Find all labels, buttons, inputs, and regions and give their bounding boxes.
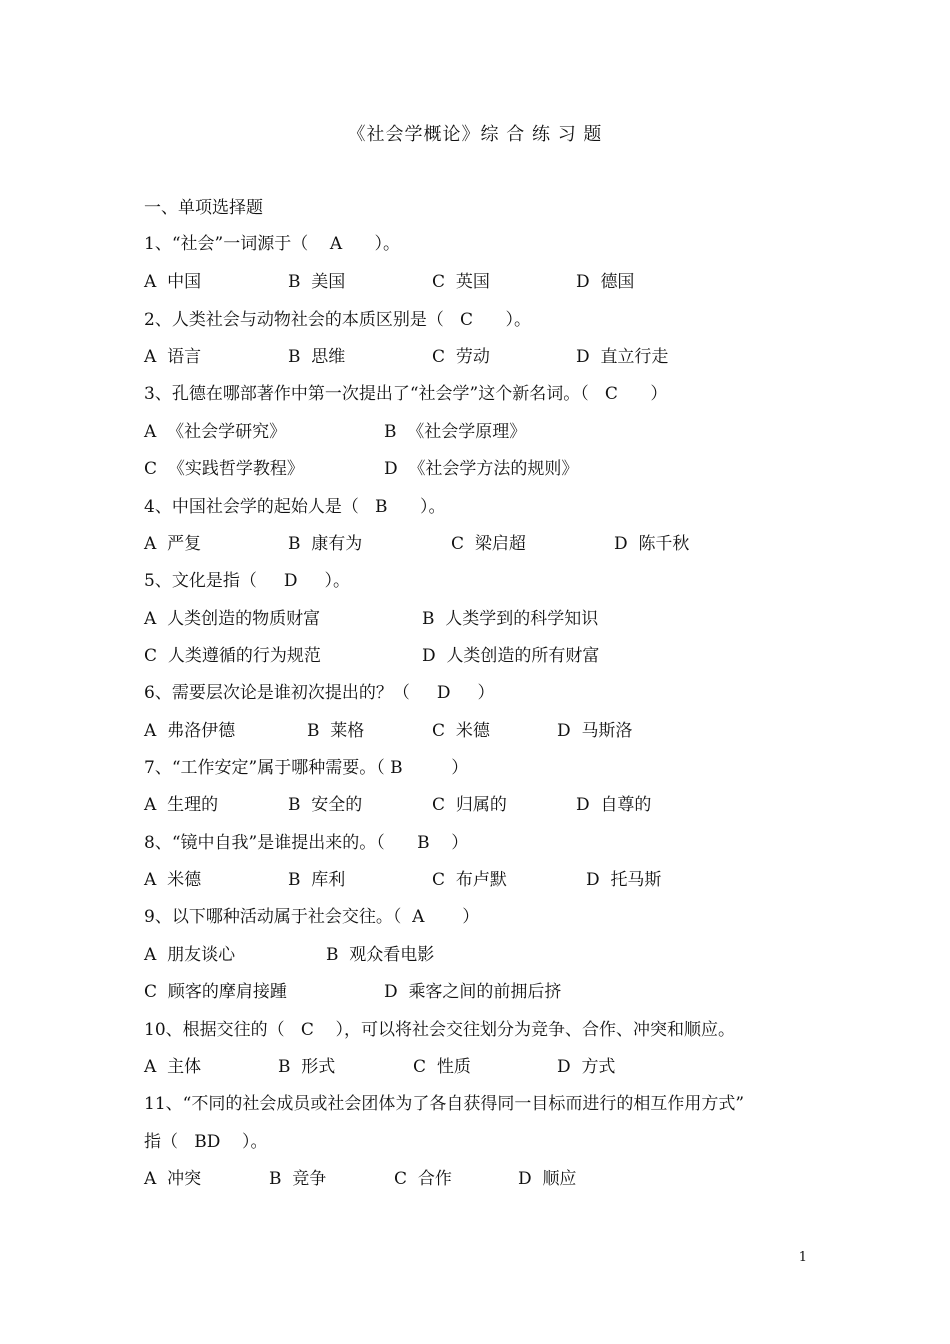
question-7: 7、“工作安定”属于哪种需要。（ B ） — [144, 758, 469, 778]
q5-option-c: C 人类遵循的行为规范 — [144, 646, 321, 666]
q8-option-d: D 托马斯 — [586, 870, 662, 890]
question-1: 1、“社会”一词源于（ A ）。 — [144, 234, 401, 254]
q2-option-d: D 直立行走 — [576, 347, 669, 367]
q4-option-c: C 梁启超 — [451, 534, 526, 554]
q10-option-b: B 形式 — [278, 1057, 336, 1077]
q10-option-d: D 方式 — [557, 1057, 616, 1077]
question-3: 3、孔德在哪部著作中第一次提出了“社会学”这个新名词。（ C ） — [144, 384, 668, 404]
q8-option-a: A 米德 — [144, 870, 202, 890]
q1-option-d: D 德国 — [576, 272, 635, 292]
q3-option-a: A 《社会学研究》 — [144, 422, 287, 442]
q10-option-c: C 性质 — [413, 1057, 471, 1077]
q2-option-b: B 思维 — [288, 347, 346, 367]
q3-option-d: D 《社会学方法的规则》 — [384, 459, 579, 479]
q4-option-a: A 严复 — [144, 534, 202, 554]
q5-option-b: B 人类学到的科学知识 — [422, 609, 599, 629]
q1-option-b: B 美国 — [288, 272, 346, 292]
q11-option-d: D 顺应 — [518, 1169, 577, 1189]
q8-option-b: B 库利 — [288, 870, 346, 890]
q4-option-d: D 陈千秋 — [614, 534, 690, 554]
question-6: 6、需要层次论是谁初次提出的？（ D ） — [144, 683, 495, 703]
q5-option-d: D 人类创造的所有财富 — [422, 646, 600, 666]
q3-option-c: C 《实践哲学教程》 — [144, 459, 304, 479]
question-11-continued: 指（ BD ）。 — [144, 1132, 268, 1152]
q1-option-c: C 英国 — [432, 272, 490, 292]
q2-option-c: C 劳动 — [432, 347, 490, 367]
question-2: 2、人类社会与动物社会的本质区别是（ C ）。 — [144, 310, 531, 330]
q6-option-a: A 弗洛伊德 — [144, 721, 236, 741]
q7-option-c: C 归属的 — [432, 795, 507, 815]
question-4: 4、中国社会学的起始人是（ B ）。 — [144, 497, 446, 517]
question-5: 5、文化是指（ D ）。 — [144, 571, 350, 591]
q9-option-c: C 顾客的摩肩接踵 — [144, 982, 287, 1002]
q11-option-a: A 冲突 — [144, 1169, 202, 1189]
q6-option-b: B 莱格 — [307, 721, 365, 741]
question-10: 10、根据交往的（ C ），可以将社会交往划分为竞争、合作、冲突和顺应。 — [144, 1020, 735, 1040]
document-title: 《社会学概论》综 合 练 习 题 — [347, 124, 603, 145]
q2-option-a: A 语言 — [144, 347, 202, 367]
q11-option-b: B 竞争 — [269, 1169, 327, 1189]
q6-option-c: C 米德 — [432, 721, 490, 741]
section-heading: 一、单项选择题 — [144, 198, 263, 218]
q4-option-b: B 康有为 — [288, 534, 363, 554]
q5-option-a: A 人类创造的物质财富 — [144, 609, 321, 629]
q1-option-a: A 中国 — [144, 272, 202, 292]
question-11: 11、“不同的社会成员或社会团体为了各自获得同一目标而进行的相互作用方式” — [144, 1094, 745, 1114]
q7-option-b: B 安全的 — [288, 795, 363, 815]
q6-option-d: D 马斯洛 — [557, 721, 633, 741]
question-9: 9、以下哪种活动属于社会交往。（ A ） — [144, 907, 480, 927]
q10-option-a: A 主体 — [144, 1057, 202, 1077]
question-8: 8、“镜中自我”是谁提出来的。（ B ） — [144, 833, 469, 853]
q8-option-c: C 布卢默 — [432, 870, 507, 890]
q9-option-a: A 朋友谈心 — [144, 945, 236, 965]
q9-option-d: D 乘客之间的前拥后挤 — [384, 982, 562, 1002]
page-number: 1 — [798, 1250, 807, 1265]
q9-option-b: B 观众看电影 — [326, 945, 435, 965]
q11-option-c: C 合作 — [394, 1169, 452, 1189]
q3-option-b: B 《社会学原理》 — [384, 422, 527, 442]
q7-option-d: D 自尊的 — [576, 795, 652, 815]
q7-option-a: A 生理的 — [144, 795, 219, 815]
